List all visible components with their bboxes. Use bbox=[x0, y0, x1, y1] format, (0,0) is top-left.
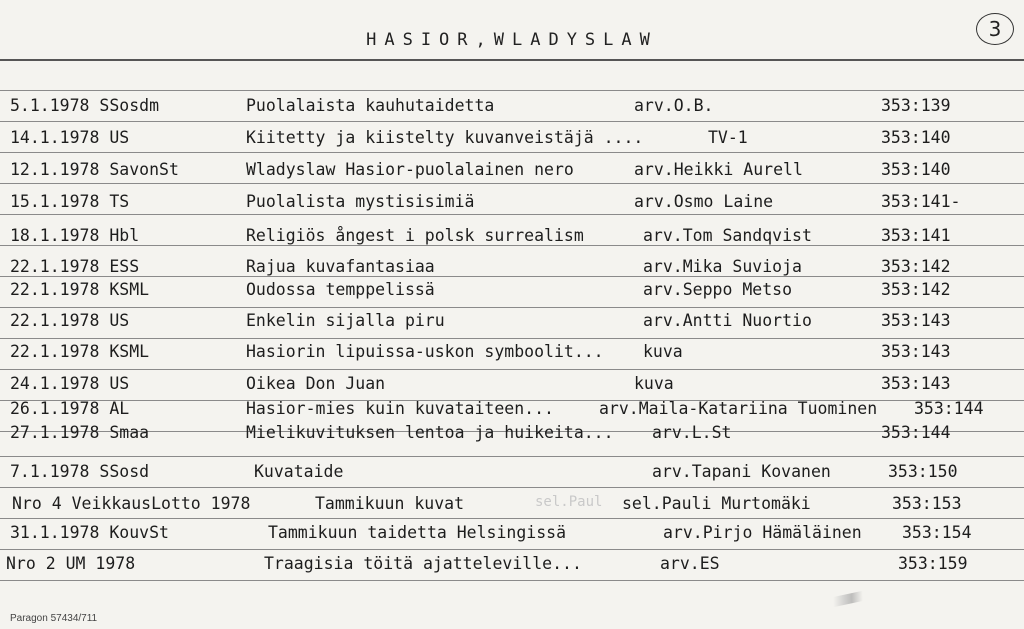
entry-date-source: 26.1.1978 AL bbox=[10, 399, 130, 418]
entry-row bbox=[0, 554, 1024, 576]
entry-row bbox=[0, 399, 1024, 421]
entry-date-source: 22.1.1978 US bbox=[10, 311, 130, 330]
entry-row bbox=[0, 494, 1024, 516]
ruled-line bbox=[0, 121, 1024, 122]
entry-title: Puolalaista kauhutaidetta bbox=[246, 96, 495, 115]
entry-ref: 353:141 bbox=[881, 226, 951, 245]
entry-date-source: 31.1.1978 KouvSt bbox=[10, 523, 169, 542]
faint-erased-text: sel.Paul bbox=[535, 494, 603, 510]
entry-title: Rajua kuvafantasiaa bbox=[246, 257, 435, 276]
entry-date-source: 15.1.1978 TS bbox=[10, 192, 130, 211]
header-rule bbox=[0, 59, 1024, 61]
entry-date-source: 7.1.1978 SSosd bbox=[10, 462, 150, 481]
entry-ref: 353:143 bbox=[881, 311, 951, 330]
entry-row bbox=[0, 192, 1024, 214]
entry-title: Religiös ångest i polsk surrealism bbox=[246, 226, 584, 245]
entry-row bbox=[0, 128, 1024, 150]
entry-ref: 353:159 bbox=[898, 554, 968, 573]
entry-date-source: 12.1.1978 SavonSt bbox=[10, 160, 179, 179]
card-number-circle: 3 bbox=[976, 13, 1014, 45]
entry-title: Traagisia töitä ajatteleville... bbox=[264, 554, 582, 573]
entry-row bbox=[0, 342, 1024, 364]
entry-author: arv.Tom Sandqvist bbox=[643, 226, 812, 245]
entry-author: arv.Maila-Katariina Tuominen bbox=[599, 399, 878, 418]
ruled-line bbox=[0, 456, 1024, 457]
ruled-line bbox=[0, 580, 1024, 581]
entry-author: arv.O.B. bbox=[634, 96, 714, 115]
entry-author: kuva bbox=[643, 342, 683, 361]
entry-date-source: 18.1.1978 Hbl bbox=[10, 226, 140, 245]
entry-date-source: 22.1.1978 KSML bbox=[10, 342, 150, 361]
ruled-line bbox=[0, 338, 1024, 339]
ruled-line bbox=[0, 152, 1024, 153]
entry-title: Wladyslaw Hasior-puolalainen nero bbox=[246, 160, 574, 179]
ruled-line bbox=[0, 214, 1024, 215]
entry-ref: 353:141- bbox=[881, 192, 961, 211]
entry-ref: 353:154 bbox=[902, 523, 972, 542]
entry-date-source: 14.1.1978 US bbox=[10, 128, 130, 147]
entry-author: sel.Pauli Murtomäki bbox=[622, 494, 811, 513]
entry-title: Hasior-mies kuin kuvataiteen... bbox=[246, 399, 554, 418]
entry-row bbox=[0, 423, 1024, 445]
entry-ref: 353:150 bbox=[888, 462, 958, 481]
entry-author: arv.Pirjo Hämäläinen bbox=[663, 523, 862, 542]
entry-ref: 353:140 bbox=[881, 160, 951, 179]
entry-author: kuva bbox=[634, 374, 674, 393]
entry-row bbox=[0, 96, 1024, 118]
entry-row bbox=[0, 280, 1024, 302]
entry-ref: 353:143 bbox=[881, 374, 951, 393]
entry-author: arv.Tapani Kovanen bbox=[652, 462, 831, 481]
entry-title: Kuvataide bbox=[254, 462, 344, 481]
entry-ref: 353:142 bbox=[881, 280, 951, 299]
card-footer: Paragon 57434/711 bbox=[10, 613, 98, 624]
entry-date-source: Nro 2 UM 1978 bbox=[6, 554, 136, 573]
entry-title: Enkelin sijalla piru bbox=[246, 311, 445, 330]
entry-row bbox=[0, 257, 1024, 279]
entry-ref: 353:153 bbox=[892, 494, 962, 513]
ruled-line bbox=[0, 549, 1024, 550]
entry-title: Oudossa temppelissä bbox=[246, 280, 435, 299]
entry-row bbox=[0, 374, 1024, 396]
ruled-line bbox=[0, 307, 1024, 308]
entry-author: arv.Mika Suvioja bbox=[643, 257, 802, 276]
entry-title: Mielikuvituksen lentoa ja huikeita... bbox=[246, 423, 614, 442]
pencil-smudge bbox=[829, 590, 866, 607]
entry-ref: 353:144 bbox=[914, 399, 984, 418]
entry-date-source: 22.1.1978 KSML bbox=[10, 280, 150, 299]
entry-author: arv.Antti Nuortio bbox=[643, 311, 812, 330]
ruled-line bbox=[0, 90, 1024, 91]
ruled-line bbox=[0, 369, 1024, 370]
entry-date-source: 22.1.1978 ESS bbox=[10, 257, 140, 276]
card-title: HASIOR,WLADYSLAW bbox=[366, 30, 658, 50]
entry-row bbox=[0, 311, 1024, 333]
entry-row bbox=[0, 523, 1024, 545]
entry-ref: 353:139 bbox=[881, 96, 951, 115]
ruled-line bbox=[0, 487, 1024, 488]
entry-author: arv.L.St bbox=[652, 423, 732, 442]
entry-ref: 353:143 bbox=[881, 342, 951, 361]
entry-title: Tammikuun taidetta Helsingissä bbox=[268, 523, 567, 542]
entry-title: Tammikuun kuvat bbox=[315, 494, 465, 513]
entry-date-source: Nro 4 VeikkausLotto 1978 bbox=[12, 494, 251, 513]
entry-author: TV-1 bbox=[708, 128, 748, 147]
entry-ref: 353:142 bbox=[881, 257, 951, 276]
entry-author: arv.Osmo Laine bbox=[634, 192, 774, 211]
entry-date-source: 24.1.1978 US bbox=[10, 374, 130, 393]
entry-title: Puolalista mystisisimiä bbox=[246, 192, 475, 211]
entry-title: Kiitetty ja kiistelty kuvanveistäjä .... bbox=[246, 128, 644, 147]
entry-title: Hasiorin lipuissa-uskon symboolit... bbox=[246, 342, 604, 361]
entry-author: arv.Heikki Aurell bbox=[634, 160, 803, 179]
entry-title: Oikea Don Juan bbox=[246, 374, 386, 393]
entry-author: arv.ES bbox=[660, 554, 720, 573]
entry-row bbox=[0, 160, 1024, 182]
entry-author: arv.Seppo Metso bbox=[643, 280, 793, 299]
ruled-line bbox=[0, 518, 1024, 519]
entry-date-source: 27.1.1978 Smaa bbox=[10, 423, 150, 442]
entry-ref: 353:144 bbox=[881, 423, 951, 442]
entry-row bbox=[0, 226, 1024, 248]
ruled-line bbox=[0, 183, 1024, 184]
entry-ref: 353:140 bbox=[881, 128, 951, 147]
entry-date-source: 5.1.1978 SSosdm bbox=[10, 96, 160, 115]
entry-row bbox=[0, 462, 1024, 484]
